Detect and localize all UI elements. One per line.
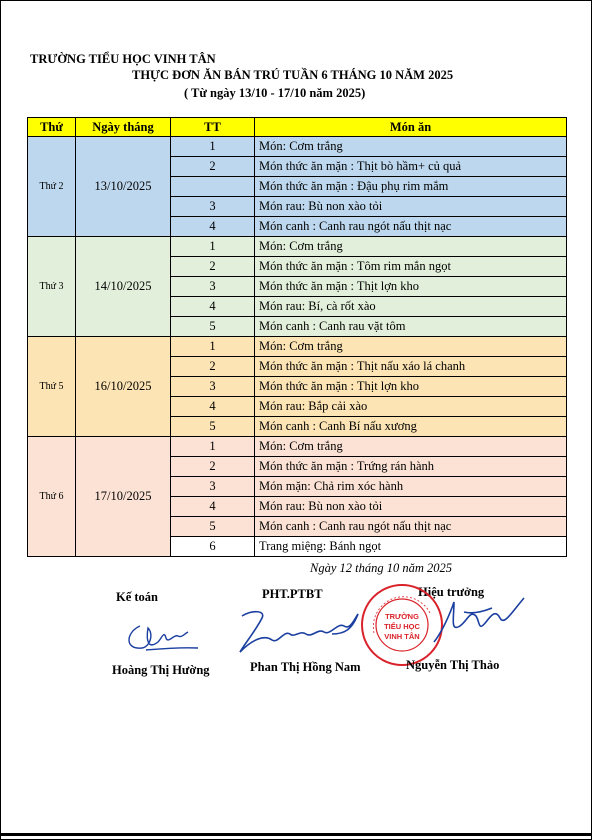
- tt-cell: 4: [171, 217, 255, 237]
- dish-cell: Món: Cơm trắng: [255, 237, 567, 257]
- tt-cell: [171, 177, 255, 197]
- dish-cell: Món canh : Canh Bí nấu xương: [255, 417, 567, 437]
- school-name: TRƯỜNG TIỂU HỌC VINH TÂN: [30, 52, 216, 66]
- dish-cell: Món rau: Bắp cải xào: [255, 397, 567, 417]
- principal-title: Hiệu trưởng: [418, 585, 485, 599]
- principal-signature: [420, 592, 530, 652]
- dish-cell: Món thức ăn mặn : Thịt lợn kho: [255, 277, 567, 297]
- dish-cell: Món rau: Bù non xào tỏi: [255, 197, 567, 217]
- tt-cell: 4: [171, 397, 255, 417]
- dish-cell: Món thức ăn mặn : Tôm rim mắn ngọt: [255, 257, 567, 277]
- date-cell: 16/10/2025: [76, 337, 171, 437]
- dish-cell: Món thức ăn mặn : Thịt nấu xáo lá chanh: [255, 357, 567, 377]
- tt-cell: 4: [171, 297, 255, 317]
- dish-cell: Món mặn: Chả rim xóc hành: [255, 477, 567, 497]
- tt-cell: 2: [171, 257, 255, 277]
- tt-cell: 2: [171, 357, 255, 377]
- table-row: [28, 137, 567, 157]
- col-header-tt: TT: [171, 118, 255, 137]
- dish-cell: Món thức ăn mặn : Thịt lợn kho: [255, 377, 567, 397]
- date-cell: 14/10/2025: [76, 237, 171, 337]
- tt-cell: 5: [171, 417, 255, 437]
- menu-title: THỰC ĐƠN ĂN BÁN TRÚ TUẦN 6 THÁNG 10 NĂM 2025: [132, 68, 454, 82]
- col-header-date: Ngày tháng: [76, 118, 171, 137]
- dish-cell: Món rau: Bù non xào tỏi: [255, 497, 567, 517]
- accountant-title: Kế toán: [116, 590, 159, 604]
- menu-body: [28, 137, 567, 557]
- tt-cell: 6: [171, 537, 255, 557]
- day-cell: Thứ 3: [28, 237, 76, 337]
- svg-text:TRƯỜNG: TRƯỜNG: [385, 612, 419, 621]
- col-header-dish: Món ăn: [255, 118, 567, 137]
- tt-cell: 1: [171, 437, 255, 457]
- dish-cell: Món canh : Canh rau ngót nấu thịt nạc: [255, 217, 567, 237]
- dish-cell: Trang miệng: Bánh ngọt: [255, 537, 567, 557]
- vice-principal-signature: [232, 600, 372, 660]
- tt-cell: 5: [171, 317, 255, 337]
- menu-table: [27, 117, 567, 557]
- dish-cell: Món thức ăn mặn : Đậu phụ rim mắm: [255, 177, 567, 197]
- tt-cell: 2: [171, 457, 255, 477]
- tt-cell: 1: [171, 337, 255, 357]
- dish-cell: Món: Cơm trắng: [255, 337, 567, 357]
- tt-cell: 1: [171, 137, 255, 157]
- svg-text:TIỂU HỌC: TIỂU HỌC: [384, 622, 420, 631]
- date-cell: 17/10/2025: [76, 437, 171, 557]
- svg-text:VINH TÂN: VINH TÂN: [384, 632, 420, 641]
- date-cell: 13/10/2025: [76, 137, 171, 237]
- dish-cell: Món thức ăn mặn : Thịt bò hầm+ củ quả: [255, 157, 567, 177]
- principal-name: Nguyễn Thị Thảo: [406, 658, 500, 672]
- dish-cell: Món: Cơm trắng: [255, 437, 567, 457]
- dish-cell: Món thức ăn mặn : Trứng rán hành: [255, 457, 567, 477]
- col-header-day: Thứ: [28, 118, 76, 137]
- dish-cell: Món: Cơm trắng: [255, 137, 567, 157]
- day-cell: Thứ 5: [28, 337, 76, 437]
- menu-period: ( Từ ngày 13/10 - 17/10 năm 2025): [184, 86, 366, 100]
- day-cell: Thứ 2: [28, 137, 76, 237]
- accountant-name: Hoàng Thị Hường: [112, 663, 210, 677]
- vice-principal-title: PHT.PTBT: [262, 587, 323, 601]
- tt-cell: 2: [171, 157, 255, 177]
- vice-principal-name: Phan Thị Hồng Nam: [250, 660, 361, 674]
- table-row: [28, 237, 567, 257]
- table-row: [28, 437, 567, 457]
- tt-cell: 3: [171, 477, 255, 497]
- bottom-rule: [0, 833, 592, 836]
- tt-cell: 3: [171, 197, 255, 217]
- tt-cell: 5: [171, 517, 255, 537]
- tt-cell: 1: [171, 237, 255, 257]
- tt-cell: 3: [171, 377, 255, 397]
- accountant-signature: [118, 612, 208, 660]
- signature-date: Ngày 12 tháng 10 năm 2025: [310, 561, 453, 575]
- dish-cell: Món canh : Canh rau vặt tôm: [255, 317, 567, 337]
- table-row: [28, 337, 567, 357]
- dish-cell: Món rau: Bí, cà rốt xào: [255, 297, 567, 317]
- tt-cell: 3: [171, 277, 255, 297]
- table-header-row: [28, 118, 567, 137]
- tt-cell: 4: [171, 497, 255, 517]
- day-cell: Thứ 6: [28, 437, 76, 557]
- dish-cell: Món canh : Canh rau ngót nấu thịt nạc: [255, 517, 567, 537]
